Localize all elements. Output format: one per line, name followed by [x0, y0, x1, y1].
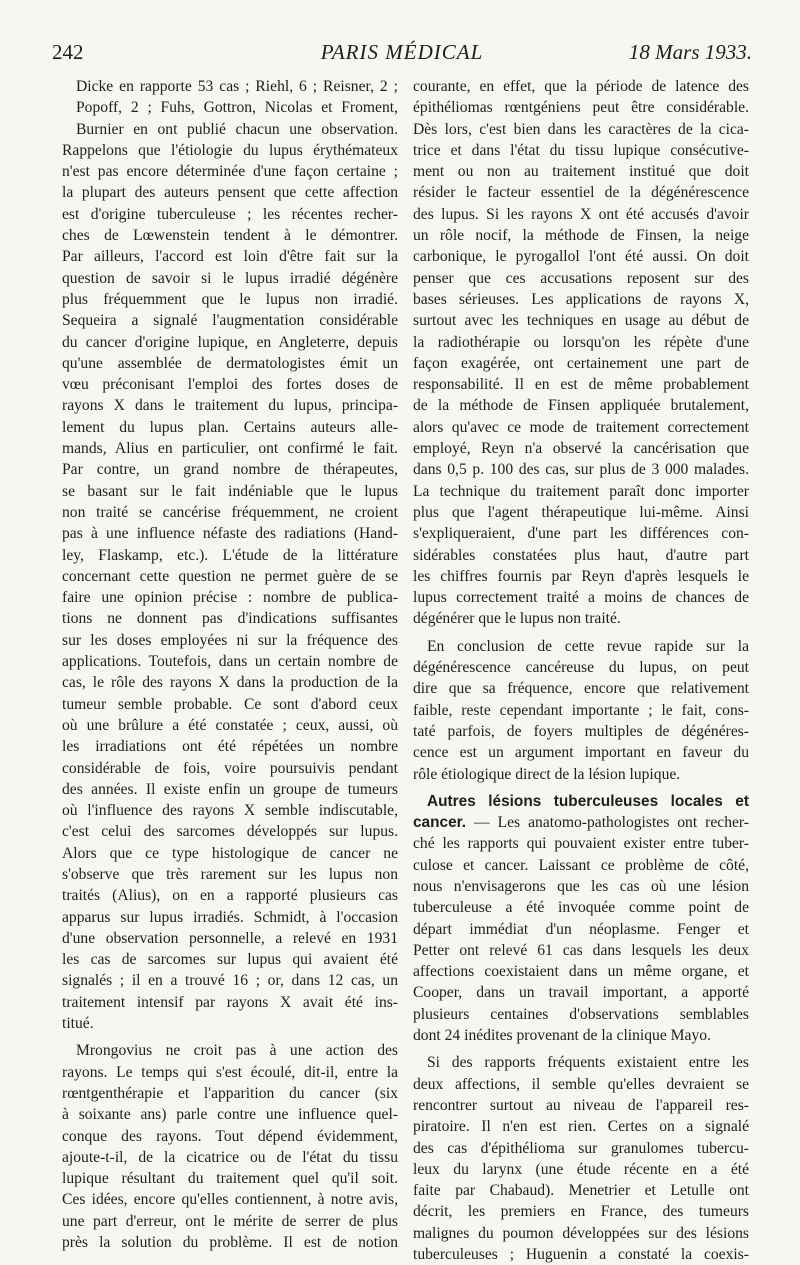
text-line: ches de Lœwenstein tendent à le démontrer.	[62, 227, 398, 245]
text-line: tions ne donnent pas d'indications suffisantes	[62, 610, 398, 628]
text-line: employé, Reyn n'a observé la cancérisation que	[413, 440, 749, 458]
section-heading: cancer.	[413, 814, 467, 832]
text-line: décrit, les premiers en France, des tumeurs	[413, 1203, 749, 1221]
text-line: leux du larynx (une étude récente en a été	[413, 1160, 749, 1178]
text-line: bases sérieuses. Les applications de rayons X,	[413, 290, 749, 308]
text-line: rœntgenthérapie et l'apparition du cancer (six	[62, 1084, 398, 1102]
text-line: pas à une influence néfaste des radiations (Hand-	[62, 525, 398, 543]
page-number: 242	[52, 40, 84, 64]
text-line: applications. Toutefois, dans un certain nombre de	[62, 653, 398, 671]
text-line: Par contre, un grand nombre de thérapeutes,	[62, 461, 398, 479]
text-line: rayons. Le temps qui s'est écoulé, dit-il, entre la	[62, 1063, 398, 1081]
text-line: cence est un argument important en faveur du	[413, 744, 749, 762]
text-line: Sequeira a signalé l'augmentation considérable	[62, 312, 398, 330]
text-line: n'est pas encore déterminée d'une façon certaine ;	[62, 163, 398, 181]
journal-title: PARIS MÉDICAL	[320, 40, 484, 64]
text-line: dégénérer que le lupus non traité.	[413, 610, 621, 628]
text-line: Popoff, 2 ; Fuhs, Gottron, Nicolas et Froment,	[76, 99, 398, 117]
text-line: rôle étiologique direct de la lésion lupique.	[413, 765, 681, 783]
text-line: Ces idées, encore qu'elles contiennent, à notre avis,	[62, 1191, 398, 1209]
text-line	[413, 791, 749, 812]
text-line: s'observe que très rarement sur les lupus non	[62, 865, 398, 883]
left-column	[62, 76, 398, 1253]
text-line: des cas d'épithélioma sur granulomes tubercu-	[413, 1139, 749, 1157]
issue-date: 18 Mars 1933.	[628, 40, 752, 64]
text-line: dire que sa fréquence, encore que relativement	[413, 680, 749, 698]
text-line: dégénérescence cancéreuse du lupus, on peut	[413, 659, 749, 677]
text-line: où une brûlure a été constatée ; ceux, aussi, où	[62, 716, 398, 734]
text-line: traités (Alius), on en a rapporté plusieurs cas	[62, 887, 398, 905]
text-line: les cas de sarcomes sur lupus qui avaient été	[62, 951, 398, 969]
text-line: une part d'erreur, ont le mérite de serrer de plus	[62, 1212, 398, 1230]
text-line: apparus sur lupus irradiés. Schmidt, à l'occasion	[62, 908, 398, 926]
text-line: ley, Flaskamp, etc.). L'étude de la littérature	[62, 546, 398, 564]
text-line: traitement intensif par rayons X avait été ins-	[62, 993, 398, 1011]
running-header	[52, 40, 752, 70]
text-line: un rôle nocif, la méthode de Finsen, la neige	[413, 227, 749, 245]
text-line: surtout avec les techniques en usage au début de	[413, 312, 749, 330]
text-line: dans 0,5 p. 100 des cas, sur plus de 3 000 malades.	[413, 461, 749, 479]
text-line: Dès lors, c'est bien dans les caractères de la cica-	[413, 120, 749, 138]
text-line: Petter ont relevé 61 cas dans lesquels les deux	[413, 941, 749, 959]
text-line: les chiffres fournis par Reyn d'après lesquels le	[413, 567, 749, 585]
text-line: malignes du poumon développées sur des lésions	[413, 1224, 749, 1242]
text-line: Par ailleurs, l'accord est loin d'être fait sur la	[62, 248, 398, 266]
text-line: Si des rapports fréquents existaient entre les	[427, 1054, 749, 1072]
text-line: se basant sur le fait indéniable que le lupus	[62, 482, 398, 500]
text-line: signalés ; il en a trouvé 16 ; or, dans 12 cas, un	[62, 972, 398, 990]
text-line: dont 24 inédites provenant de la clinique Mayo.	[413, 1027, 711, 1045]
text-line: où l'influence des rayons X semble indiscutable,	[62, 802, 398, 820]
text-line: culose et cancer. Laissant ce problème de côté,	[413, 856, 749, 874]
text-line: tumeur semble probable. Ce sont d'abord ceux	[62, 695, 398, 713]
text-line: Rappelons que l'étiologie du lupus érythémateux	[62, 141, 398, 159]
text-line: La technique du traitement paraît donc importer	[413, 482, 749, 500]
text-line: taté parfois, de foyers multiples de dégénéres-	[413, 722, 749, 740]
text-line: départ immédiat d'un néoplasme. Fenger et	[413, 920, 749, 938]
text-line: la radiothérapie ou lorsqu'on les répète d'une	[413, 333, 749, 351]
text-line: responsabilité. Il en est de même probablement	[413, 376, 749, 394]
text-line: plus fréquemment que le lupus non irradié.	[62, 290, 398, 308]
text-line: non traité se cancérise fréquemment, ne croient	[62, 503, 398, 521]
text-line: les irradiations ont été répétées un nombre	[62, 738, 398, 756]
text-line	[413, 812, 749, 833]
text-line: des lupus. Si les rayons X ont été accusés d'avoir	[413, 205, 749, 223]
text-line: Mrongovius ne croit pas à une action des	[76, 1042, 398, 1060]
text-line: ment ou non au traitement institué que doit	[413, 163, 749, 181]
text-line: résider le facteur essentiel de la dégénérescence	[413, 184, 749, 202]
text-run: — Les anatomo-pathologistes ont recher-	[466, 814, 749, 832]
text-line: alors qu'avec ce mode de traitement correctement	[413, 418, 749, 436]
text-line: Cooper, dans un travail important, a apporté	[413, 984, 749, 1002]
right-column	[413, 76, 749, 1265]
text-line: piratoire. Il n'en est rien. Certes on a signalé	[413, 1118, 749, 1136]
text-line: plus que l'agent thérapeutique lui-même. Ainsi	[413, 503, 749, 521]
text-line: du cancer d'origine lupique, en Angleterre, depuis	[62, 333, 398, 351]
text-line: plusieurs centaines d'observations semblables	[413, 1005, 749, 1023]
text-line: façon exagérée, ont certainement une part de	[413, 354, 749, 372]
text-line: sur les doses employées ni sur la fréquence des	[62, 631, 398, 649]
text-line: question de savoir si le lupus irradié dégénère	[62, 269, 398, 287]
text-line: Alors que ce type histologique de cancer ne	[62, 844, 398, 862]
text-line: faible, reste cependant importante ; le fait, cons-	[413, 701, 749, 719]
section-heading: Autres lésions tuberculeuses locales et	[427, 792, 749, 810]
text-line: rencontrer surtout au niveau de l'appareil res-	[413, 1096, 749, 1114]
text-line: épithéliomas rœntgéniens peut être considérable.	[413, 99, 749, 117]
text-line: mands, Alius en particulier, ont confirmé le fait.	[62, 440, 398, 458]
text-line: nous n'envisagerons que les cas où une lésion	[413, 877, 749, 895]
text-line: faire une opinion précise : nombre de publica-	[62, 589, 398, 607]
text-line: cas, le rôle des rayons X dans la production de la	[62, 674, 398, 692]
text-line: ché les rapports qui pouvaient exister entre tuber-	[413, 835, 749, 853]
text-line: courante, en effet, que la période de latence des	[413, 78, 749, 95]
text-line: près la solution du problème. Il est de notion	[62, 1234, 398, 1252]
text-line: tuberculeuses ; Huguenin a constaté la coexis-	[413, 1246, 749, 1264]
text-line: des années. Il existe enfin un groupe de tumeurs	[62, 780, 398, 798]
text-line: En conclusion de cette revue rapide sur la	[427, 637, 749, 655]
text-line: lupique résultant du traitement quel qu'il soit.	[62, 1170, 398, 1188]
text-line: rayons X dans le traitement du lupus, principa-	[62, 397, 398, 415]
text-line: trice et dans l'état du tissu lupique consécutive-	[413, 141, 749, 159]
text-line: est d'origine tuberculeuse ; les récentes recher-	[62, 205, 398, 223]
text-line: Burnier en ont publié chacun une observation.	[76, 120, 398, 138]
text-line: affections coexistaient dans un même organe, et	[413, 963, 749, 981]
text-line: lupus correctement traité a moins de chances de	[413, 589, 749, 607]
text-line: s'expliqueraient, d'une part les différences con-	[413, 525, 749, 543]
text-line: concernant cette question ne permet guère de se	[62, 567, 398, 585]
text-line: d'une observation personnelle, a relevé en 1931	[62, 929, 398, 947]
text-line: à soixante ans) parle contre une influence quel-	[62, 1106, 398, 1124]
text-line: lement du lupus plan. Certains auteurs alle-	[62, 418, 398, 436]
text-line: tuberculeuse a été invoquée comme point de	[413, 899, 749, 917]
text-line: conque des rayons. Tout dépend évidemment,	[62, 1127, 398, 1145]
text-line: ajoute-t-il, de la cicatrice ou de l'état du tissu	[62, 1148, 398, 1166]
text-line: carbonique, le pyrogallol l'ont été aussi. On doit	[413, 248, 749, 266]
text-line: deux affections, il semble qu'elles devraient se	[413, 1075, 749, 1093]
text-line: penser que ces accusations reposent sur des	[413, 269, 749, 287]
text-line: la plupart des auteurs pensent que cette affection	[62, 184, 398, 202]
text-line: titué.	[62, 1015, 94, 1033]
text-line: faite par Chabaud). Menetrier et Letulle ont	[413, 1182, 749, 1200]
text-line: considérable de fois, voire poursuivis pendant	[62, 759, 398, 777]
text-line: qu'une assemblée de dermatologistes émit un	[62, 354, 398, 372]
text-line: Dicke en rapporte 53 cas ; Riehl, 6 ; Reisner, 2 ;	[76, 78, 398, 95]
text-line: de la méthode de Finsen appliquée brutalement,	[413, 397, 749, 415]
text-line: vœu préconisant l'emploi des fortes doses de	[62, 376, 398, 394]
text-line: c'est celui des sarcomes développés sur lupus.	[62, 823, 398, 841]
text-line: sidérables constatées plus haut, d'autre part	[413, 546, 749, 564]
